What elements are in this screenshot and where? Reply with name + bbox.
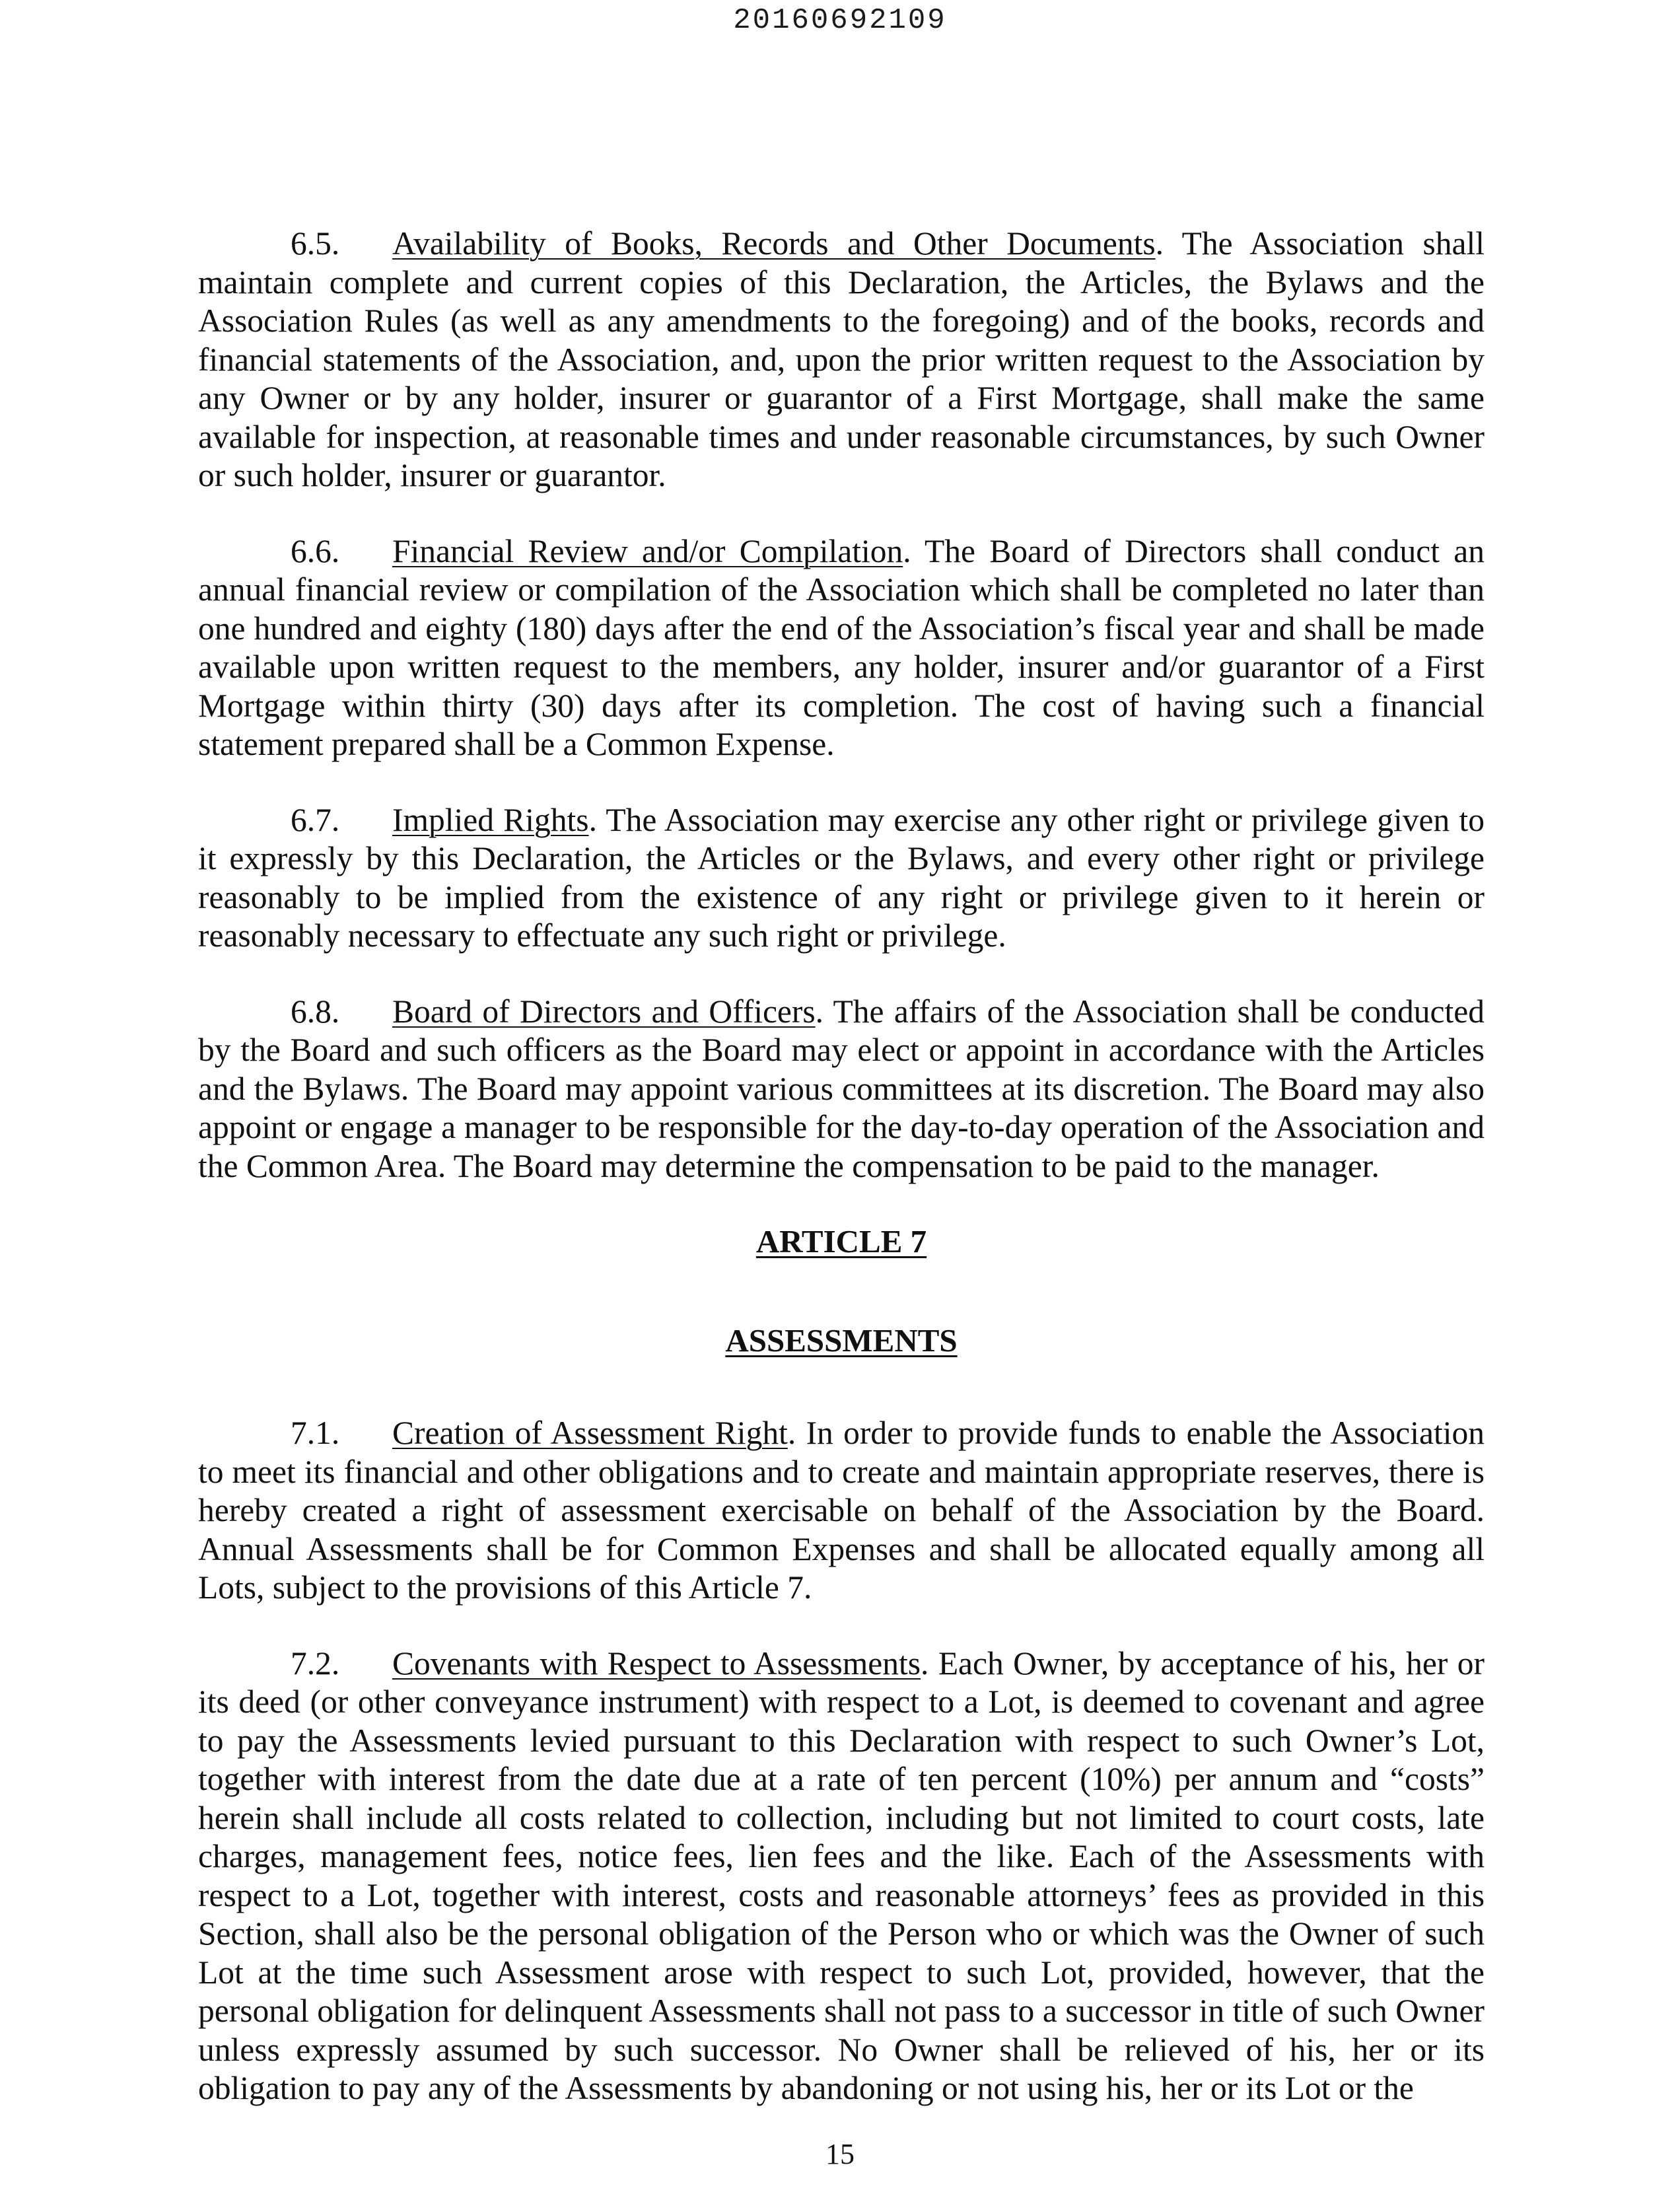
section-number: 7.2.	[291, 1645, 340, 1682]
section-6-8	[198, 993, 1485, 1186]
section-text: . In order to provide funds to enable the Association to meet its financial and other obligations and to create and maintain appropriate reserves, there is hereby created a right of assessment exercisable on behalf of the Association by the Board. Annual Assessments shall be for Common Expenses and shall be allocated equally among all Lots, subject to the provisions of this Article 7.	[198, 1415, 1485, 1606]
section-text: . The Association shall maintain complete and current copies of this Declaration, the Articles, the Bylaws and the Association Rules (as well as any amendments to the foregoing) and of the books, records and financial statements of the Association, and, upon the prior written request to the Association by any Owner or by any holder, insurer or guarantor of a First Mortgage, shall make the same available for inspection, at reasonable times and under reasonable circumstances, by such Owner or such holder, insurer or guarantor.	[198, 225, 1485, 493]
section-7-2	[198, 1645, 1485, 2108]
section-title: Covenants with Respect to Assessments	[392, 1645, 921, 1682]
section-number: 6.6.	[291, 532, 340, 569]
section-number: 6.7.	[291, 801, 340, 838]
section-number: 6.5.	[291, 225, 340, 262]
article-heading: ARTICLE 7	[755, 1223, 927, 1259]
page-number: 15	[825, 2138, 855, 2170]
section-7-1	[198, 1414, 1485, 1608]
section-text: . The Association may exercise any other right or privilege given to it expressly by this Declaration, the Articles or the Bylaws, and every other right or privilege reasonably to be implied from the existence of any right or privilege given to it herein or reasonably necessary to effectuate any such right or privilege.	[198, 801, 1485, 954]
section-6-5	[198, 225, 1485, 495]
section-title: Board of Directors and Officers	[392, 993, 816, 1030]
section-title: Creation of Assessment Right	[392, 1415, 788, 1451]
section-text: . The affairs of the Association shall be conducted by the Board and such officers as the Board may elect or appoint in accordance with the Articles and the Bylaws. The Board may appoint various committees at its discretion. The Board may also appoint or engage a manager to be responsible for the day-to-day operation of the Association and the Common Area. The Board may determine the compensation to be paid to the manager.	[198, 993, 1485, 1184]
section-6-7	[198, 801, 1485, 956]
section-text: . Each Owner, by acceptance of his, her or its deed (or other conveyance instrument) with respect to a Lot, is deemed to covenant and agree to pay the Assessments levied pursuant to this Declaration with respect to such Owner’s Lot, together with interest from the date due at a rate of ten percent (10%) per annum and “costs” herein shall include all costs related to collection, including but not limited to court costs, late charges, management fees, notice fees, lien fees and the like. Each of the Assessments with respect to a Lot, together with interest, costs and reasonable attorneys’ fees as provided in this Section, shall also be the personal obligation of the Person who or which was the Owner of such Lot at the time such Assessment arose with respect to such Lot, provided, however, that the personal obligation for delinquent Assessments shall not pass to a successor in title of such Owner unless expressly assumed by such successor. No Owner shall be relieved of his, her or its obligation to pay any of the Assessments by abandoning or not using his, her or its Lot or the	[198, 1645, 1485, 2106]
article-title: ASSESSMENTS	[725, 1322, 958, 1359]
document-number: 20160692109	[733, 4, 947, 37]
document-body	[198, 225, 1485, 2145]
section-title: Availability of Books, Records and Other Documents	[392, 225, 1156, 262]
section-text: . The Board of Directors shall conduct an annual financial review or compilation of the Association which shall be completed no later than one hundred and eighty (180) days after the end of the Association’s fiscal year and shall be made available upon written request to the members, any holder, insurer and/or guarantor of a First Mortgage within thirty (30) days after its completion. The cost of having such a financial statement prepared shall be a Common Expense.	[198, 532, 1485, 762]
section-title: Financial Review and/or Compilation	[392, 532, 903, 569]
section-number: 7.1.	[291, 1415, 340, 1451]
section-title: Implied Rights	[392, 801, 589, 838]
section-6-6	[198, 532, 1485, 764]
section-number: 6.8.	[291, 993, 340, 1030]
